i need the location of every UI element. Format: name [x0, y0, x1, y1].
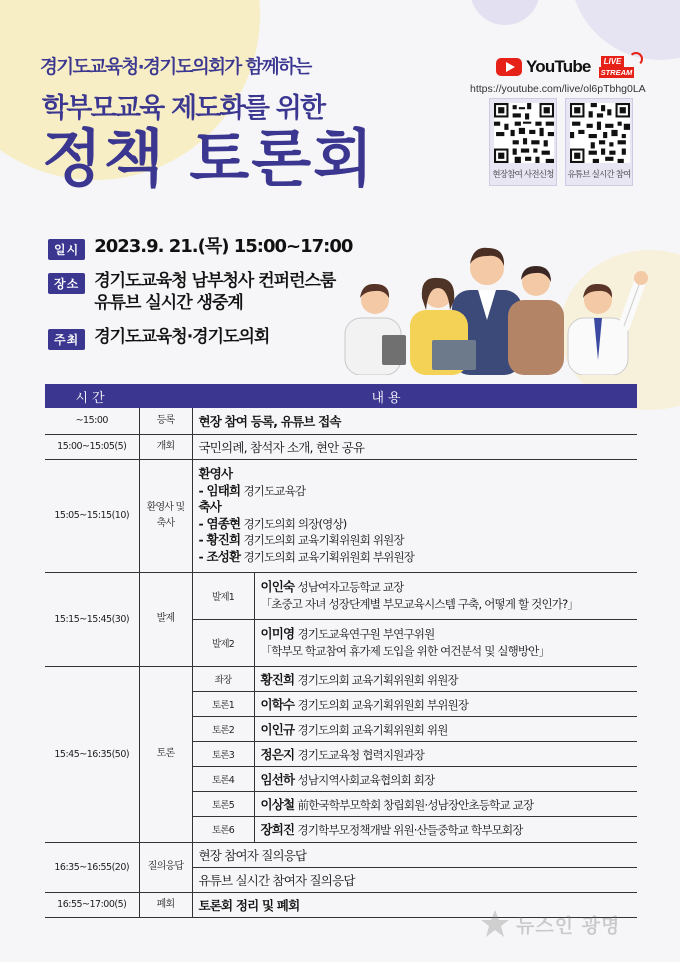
table-row: [45, 666, 637, 691]
panel-role: 경기도의회 교육기획위원회 위원장: [297, 672, 458, 687]
qr-code-icon: [570, 103, 630, 163]
panel-role: 경기도교육청 협력지원과장: [297, 747, 425, 762]
category-cell: 등록: [139, 408, 192, 434]
time-cell: 15:15~15:45(30): [45, 572, 139, 666]
panel-label: 토론1: [192, 691, 254, 716]
time-cell: 15:00~15:05(5): [45, 434, 139, 459]
schedule-table: [45, 384, 637, 918]
congrats-role-2: 경기도의회 교육기획위원회 위원장: [243, 533, 404, 547]
presenter-cell: [254, 619, 637, 666]
event-subtitle-2: 학부모교육 제도화를 위한: [42, 93, 325, 124]
table-row: [45, 434, 637, 459]
congrats-heading: 축사: [198, 499, 222, 514]
category-cell: 폐회: [139, 892, 192, 917]
welcome-role: 경기도교육감: [243, 483, 306, 498]
panel-role: 경기도의회 교육기획위원회 부위원장: [297, 697, 469, 712]
presenter-label: 발제1: [192, 572, 254, 619]
content-cell: 토론회 정리 및 폐회: [192, 892, 637, 917]
panel-label: 좌장: [192, 666, 254, 691]
congrats-role-1: 경기도의회 의장(영상): [243, 516, 347, 531]
presenter-name-2: 이미영: [260, 626, 295, 641]
congrats-name-2: - 황진희: [198, 532, 241, 547]
live-label: LIVE: [601, 56, 625, 67]
host-label: 주최: [48, 329, 85, 350]
qr-card-onsite[interactable]: [489, 98, 557, 186]
panel-name: 황진희: [260, 671, 295, 687]
time-cell: 15:45~16:35(50): [45, 666, 139, 842]
time-cell: 16:35~16:55(20): [45, 842, 139, 892]
panel-label: 토론2: [192, 716, 254, 741]
youtube-url-link[interactable]: https://youtube.com/live/ol6pTbhg0LA: [470, 83, 646, 95]
content-cell: 유튜브 실시간 참여자 질의응답: [192, 867, 637, 892]
panel-label: 토론5: [192, 791, 254, 816]
congrats-name-1: - 염종현: [198, 515, 241, 531]
category-cell: 질의응답: [139, 842, 192, 892]
panel-name: 임선하: [260, 771, 295, 787]
event-subtitle: 경기도교육청·경기도의회가 함께하는: [40, 57, 311, 78]
category-cell: 개회: [139, 434, 192, 459]
date-value: 2023.9. 21.(목) 15:00~17:00: [94, 236, 353, 257]
place-line-2: 유튜브 실시간 생중계: [94, 293, 243, 313]
panel-role: 경기도의회 교육기획위원회 위원: [297, 722, 448, 737]
content-cell: [192, 459, 637, 572]
panel-name: 정은지: [260, 746, 295, 762]
host-value: 경기도교육청·경기도의회: [94, 327, 270, 347]
youtube-play-icon: [496, 58, 522, 76]
panel-role: 前한국학부모학회 창립회원·성남장안초등학교 교장: [297, 797, 534, 812]
broadcast-signal-icon: [629, 52, 643, 66]
stream-label: STREAM: [600, 68, 633, 77]
header-content: 내용: [139, 384, 637, 408]
time-cell: 15:05~15:15(10): [45, 459, 139, 572]
panel-name: 이상철: [260, 796, 295, 812]
presenter-role-1: 성남여자고등학교 교장: [297, 580, 404, 594]
people-illustration: [340, 240, 660, 375]
presenter-role-2: 경기도교육연구원 부연구위원: [297, 627, 435, 641]
table-row: [45, 572, 637, 619]
category-cell: 토론: [139, 666, 192, 842]
info-place: [48, 270, 335, 314]
schedule-header-row: [45, 384, 637, 408]
qr-card-youtube[interactable]: [565, 98, 633, 186]
presenter-topic-1: 「초중고 자녀 성장단계별 부모교육시스템 구축, 어떻게 할 것인가?」: [260, 596, 579, 611]
time-cell: ~15:00: [45, 408, 139, 434]
info-host: [48, 326, 269, 350]
header-time: 시간: [45, 384, 139, 408]
panel-name: 장희진: [260, 822, 295, 837]
panel-label: 토론6: [192, 816, 254, 842]
congrats-name-3: - 조성환: [198, 548, 241, 564]
youtube-live-logo[interactable]: [496, 52, 643, 82]
panel-label: 토론4: [192, 766, 254, 791]
event-title: 정책 토론회: [42, 122, 376, 195]
table-row: [45, 408, 637, 434]
live-stream-badge: [599, 54, 643, 80]
content-cell: 현장 참여자 질의응답: [192, 842, 637, 867]
panel-role: 성남지역사회교육협의회 회장: [297, 772, 435, 787]
background-circle-lavender-small: [470, 0, 540, 25]
qr-caption-onsite: 현장참여 사전신청: [492, 170, 554, 180]
panel-role: 경기학부모정책개발 위원·산들중학교 학부모회장: [297, 823, 523, 837]
congrats-role-3: 경기도의회 교육기획위원회 부위원장: [243, 549, 415, 564]
presenter-name-1: 이인숙: [260, 579, 295, 594]
watermark-text: 뉴스인 광명: [516, 914, 621, 937]
category-cell: 환영사 및 축사: [139, 459, 192, 572]
panel-name: 이인규: [260, 721, 295, 737]
presenter-cell: [254, 572, 637, 619]
place-label: 장소: [48, 273, 85, 294]
star-logo-icon: [480, 909, 510, 939]
place-line-1: 경기도교육청 남부청사 컨퍼런스룸: [94, 271, 336, 291]
category-cell: 발제: [139, 572, 192, 666]
content-cell: 국민의례, 참석자 소개, 현안 공유: [192, 434, 637, 459]
table-row: [45, 842, 637, 867]
date-label: 일시: [48, 239, 85, 260]
background-circle-lavender-large: [570, 0, 680, 60]
youtube-wordmark: YouTube: [526, 57, 591, 76]
presenter-label: 발제2: [192, 619, 254, 666]
panel-label: 토론3: [192, 741, 254, 766]
watermark: [480, 906, 650, 942]
welcome-name: - 임태희: [198, 482, 241, 498]
content-cell: 현장 참여 등록, 유튜브 접속: [192, 408, 637, 434]
panel-name: 이학수: [260, 696, 295, 712]
qr-code-icon: [494, 103, 554, 163]
info-date: [48, 236, 352, 260]
table-row: [45, 459, 637, 572]
qr-caption-youtube: 유튜브 실시간 참여: [567, 170, 631, 180]
time-cell: 16:55~17:00(5): [45, 892, 139, 917]
presenter-topic-2: 「학부모 학교참여 휴가제 도입을 위한 여건분석 및 실행방안」: [260, 643, 550, 658]
welcome-heading: 환영사: [198, 466, 233, 481]
